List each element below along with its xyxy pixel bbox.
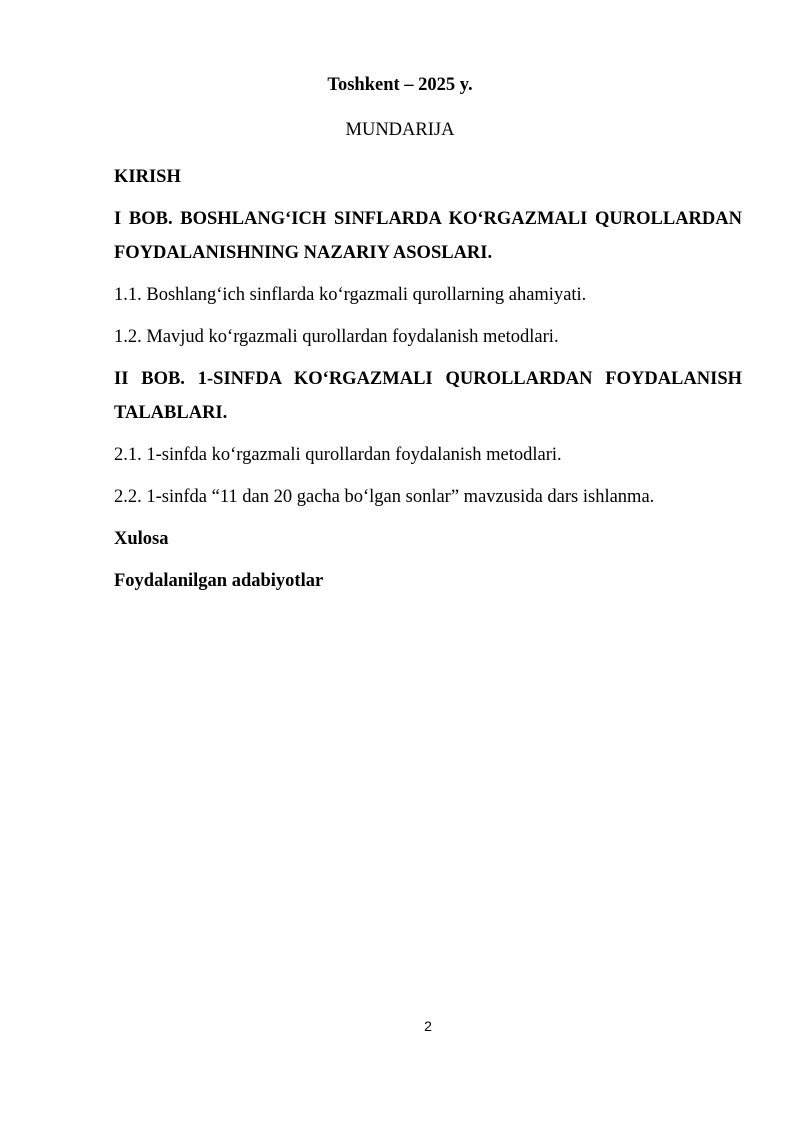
toc-entry-conclusion: Xulosa (114, 529, 169, 549)
toc-entry-kirish: KIRISH (114, 167, 181, 187)
toc-entry-references: Foydalanilgan adabiyotlar (114, 571, 324, 591)
city-year: Toshkent – 2025 y. (327, 75, 473, 95)
toc-entry-chapter-2: II BOB. 1-SINFDA KO‘RGAZMALI QUROLLARDAN FOYDALANISH TALABLARI. (114, 369, 742, 423)
toc-entry-section-2-2: 2.2. 1-sinfda “11 dan 20 gacha bo‘lgan sonlar” mavzusida dars ishlanma. (114, 487, 655, 507)
toc-title: MUNDARIJA (345, 120, 455, 140)
toc-entry-section-1-2: 1.2. Mavjud ko‘rgazmali qurollardan foydalanish metodlari. (114, 327, 559, 347)
table-of-contents (114, 160, 742, 598)
toc-entry-section-2-1: 2.1. 1-sinfda ko‘rgazmali qurollardan foydalanish metodlari. (114, 445, 562, 465)
page-number: 2 (424, 1018, 432, 1034)
toc-entry-section-1-1: 1.1. Boshlang‘ich sinflarda ko‘rgazmali qurollarning ahamiyati. (114, 285, 587, 305)
toc-entry-chapter-1: I BOB. BOSHLANG‘ICH SINFLARDA KO‘RGAZMALI QUROLLARDAN FOYDALANISHNING NAZARIY ASOSLARI. (114, 209, 742, 263)
